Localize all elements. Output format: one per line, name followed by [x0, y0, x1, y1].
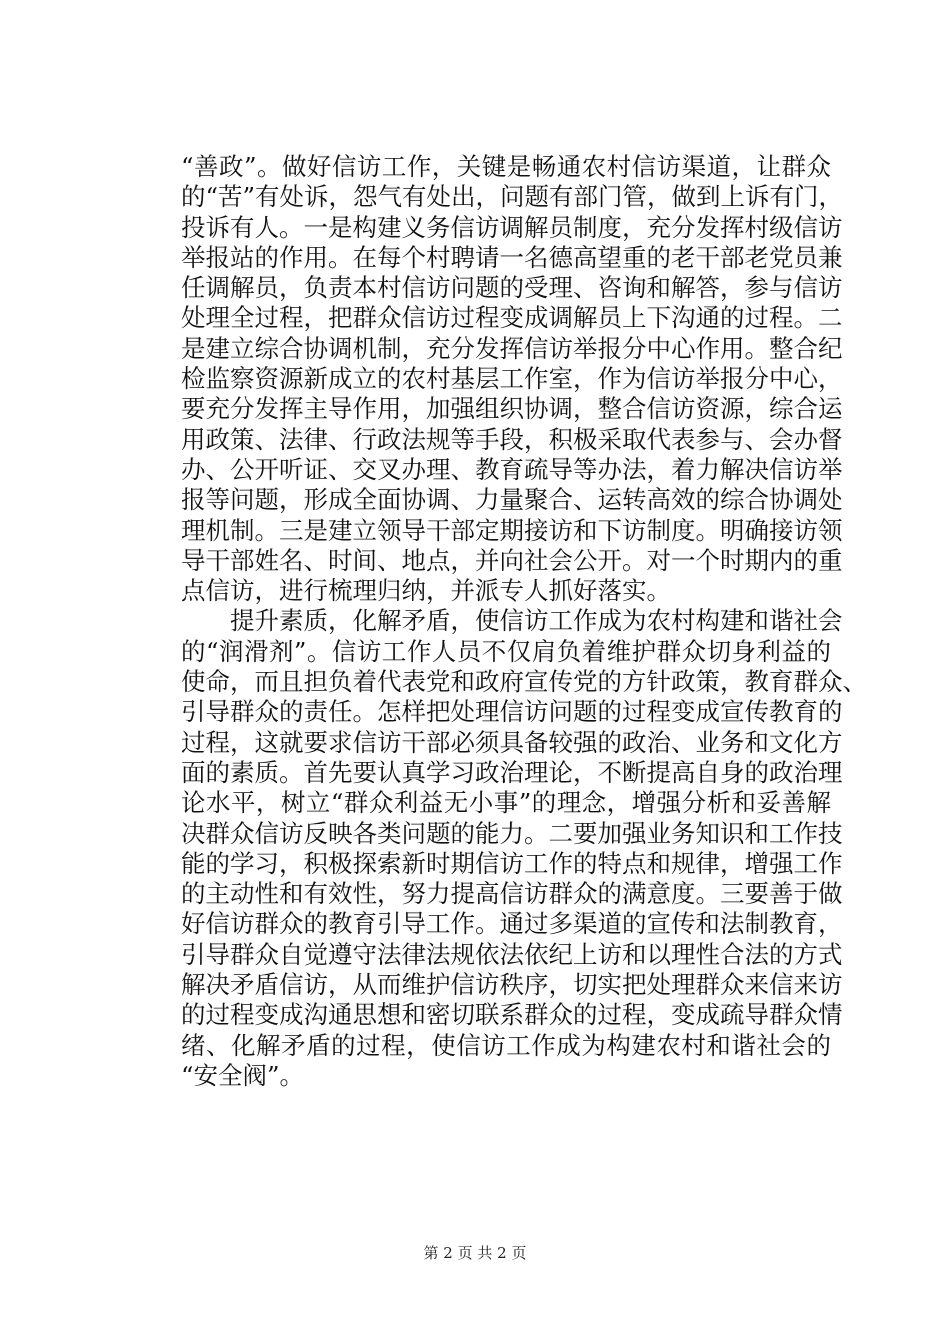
- text-line: 引导群众自觉遵守法律法规依法依纪上访和以理性合法的方式: [181, 939, 843, 969]
- text-line: 决群众信访反映各类问题的能力。二要加强业务知识和工作技: [181, 818, 843, 848]
- text-line: 要充分发挥主导作用，加强组织协调，整合信访资源，综合运: [181, 394, 843, 424]
- text-line: 办、公开听证、交叉办理、教育疏导等办法，着力解决信访举: [181, 454, 843, 484]
- text-line: 报等问题，形成全面协调、力量聚合、运转高效的综合协调处: [181, 485, 843, 515]
- text-line: 处理全过程，把群众信访过程变成调解员上下沟通的过程。二: [181, 303, 843, 333]
- text-line: 绪、化解矛盾的过程，使信访工作成为构建农村和谐社会的: [181, 1030, 831, 1060]
- text-line: 提升素质，化解矛盾，使信访工作成为农村构建和谐社会: [181, 606, 843, 636]
- text-line: 过程，这就要求信访干部必须具备较强的政治、业务和文化方: [181, 727, 843, 757]
- text-line: 解决矛盾信访，从而维护信访秩序，切实把处理群众来信来访: [181, 970, 843, 1000]
- page-footer: 第 2 页 共 2 页: [423, 1244, 527, 1262]
- text-line: 引导群众的责任。怎样把处理信访问题的过程变成宣传教育的: [181, 697, 843, 727]
- text-line: 的过程变成沟通思想和密切联系群众的过程，变成疏导群众情: [181, 1000, 843, 1030]
- text-line: 的主动性和有效性，努力提高信访群众的满意度。三要善于做: [181, 879, 843, 909]
- body-text: [181, 152, 867, 1091]
- text-line: 点信访，进行梳理归纳，并派专人抓好落实。: [181, 576, 671, 606]
- text-line: 理机制。三是建立领导干部定期接访和下访制度。明确接访领: [181, 515, 843, 545]
- text-line: 举报站的作用。在每个村聘请一名德高望重的老干部老党员兼: [181, 242, 843, 272]
- text-line: 投诉有人。一是构建义务信访调解员制度，充分发挥村级信访: [181, 212, 843, 242]
- text-line: 是建立综合协调机制，充分发挥信访举报分中心作用。整合纪: [181, 333, 843, 363]
- text-line: 的“苦”有处诉，怨气有处出，问题有部门管，做到上诉有门，: [181, 182, 844, 212]
- text-line: 用政策、法律、行政法规等手段，积极采取代表参与、会办督: [181, 424, 843, 454]
- paragraph: [181, 152, 844, 606]
- text-line: 的“润滑剂”。信访工作人员不仅肩负着维护群众切身利益的: [181, 636, 831, 666]
- text-line: 好信访群众的教育引导工作。通过多渠道的宣传和法制教育，: [181, 909, 843, 939]
- text-line: 论水平，树立“群众利益无小事”的理念，增强分析和妥善解: [181, 788, 831, 818]
- text-line: 任调解员，负责本村信访问题的受理、咨询和解答，参与信访: [181, 273, 843, 303]
- text-line: “安全阀”。: [181, 1060, 305, 1090]
- text-line: “善政”。做好信访工作，关键是畅通农村信访渠道，让群众: [181, 152, 831, 181]
- paragraph: [181, 606, 867, 1091]
- text-line: 能的学习，积极探索新时期信访工作的特点和规律，增强工作: [181, 848, 843, 878]
- text-line: 导干部姓名、时间、地点，并向社会公开。对一个时期内的重: [181, 545, 843, 575]
- text-line: 检监察资源新成立的农村基层工作室，作为信访举报分中心，: [181, 364, 843, 394]
- text-line: 面的素质。首先要认真学习政治理论，不断提高自身的政治理: [181, 757, 843, 787]
- text-line: 使命，而且担负着代表党和政府宣传党的方针政策，教育群众、: [181, 667, 867, 697]
